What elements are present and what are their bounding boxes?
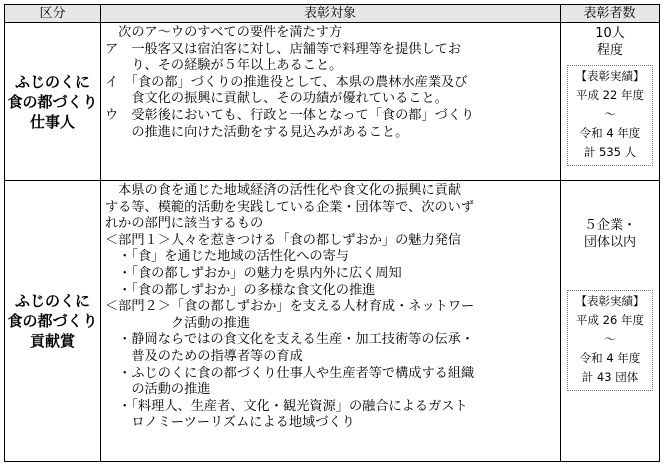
target-cell bbox=[101, 182, 560, 461]
record-line: 計 535 人 bbox=[583, 145, 637, 159]
target-line: ・ふじのくに食の都づくり仕事人や生産者等で構成する組織 bbox=[105, 365, 475, 381]
target-line: ・「食の都しずおか」の多様な食文化の推進 bbox=[105, 282, 376, 298]
target-line: ・「食の都しずおか」の魅力を県内外に広く周知 bbox=[105, 265, 402, 281]
target-line: ・静岡ならではの食文化を支える生産・加工技術等の伝承・ bbox=[105, 332, 475, 348]
row-divider bbox=[5, 22, 659, 23]
category-line: ふじのくに bbox=[14, 72, 90, 91]
row-divider bbox=[5, 180, 659, 181]
record-line: 令和 4 年度 bbox=[579, 351, 641, 365]
target-line: ・「食」を通じた地域の活性化への寄与 bbox=[105, 249, 349, 265]
target-line: する等、模範的活動を実践している企業・団体等で、次のいず bbox=[105, 199, 474, 215]
record-line: ～ bbox=[604, 332, 616, 346]
target-line: の活動の推進 bbox=[105, 382, 211, 398]
award-table bbox=[4, 4, 660, 462]
target-line: 普及のための指導者等の育成 bbox=[105, 348, 303, 364]
target-line: れかの部門に該当するもの bbox=[105, 216, 264, 232]
record-line: 計 43 団体 bbox=[581, 370, 639, 384]
count-line: 団体以内 bbox=[583, 235, 636, 250]
target-cell bbox=[101, 24, 560, 180]
header-count: 表彰者数 bbox=[560, 5, 659, 22]
target-line: イ 「食の都」づくりの推進役として、本県の農林水産業及び bbox=[105, 74, 468, 90]
category-line: 食の都づくり bbox=[7, 312, 98, 330]
target-line: ロノミーツーリズムによる地域づくり bbox=[105, 415, 355, 431]
target-line: ク活動の推進 bbox=[105, 315, 251, 331]
target-line: り、その経験が５年以上あること。 bbox=[105, 58, 343, 74]
record-line: 平成 26 年度 bbox=[576, 313, 644, 327]
category-line: 仕事人 bbox=[29, 112, 75, 131]
target-line: ウ 受彰後においても、行政と一体となって「食の都」づくり bbox=[105, 107, 475, 123]
count-cell bbox=[561, 25, 659, 65]
category-line: 貢献賞 bbox=[29, 332, 75, 350]
category-cell bbox=[5, 23, 100, 180]
target-line: 本県の食を通じた地域経済の活性化や食文化の振興に貢献 bbox=[105, 183, 462, 198]
target-line: 食文化の振興に貢献し、その功績が優れていること。 bbox=[105, 91, 448, 107]
count-line: 10人 bbox=[595, 26, 625, 41]
target-line: ・「料理人、生産者、文化・観光資源」の融合によるガスト bbox=[105, 398, 468, 414]
record-line: ～ bbox=[604, 107, 616, 121]
target-line: の推進に向けた活動をする見込みがあること。 bbox=[105, 124, 409, 140]
target-line: ＜部門２＞「食の都しずおか」を支える人材育成・ネットワー bbox=[105, 299, 475, 315]
record-box bbox=[567, 65, 653, 166]
record-title: 【表彰実績】 bbox=[575, 69, 645, 83]
record-title: 【表彰実績】 bbox=[575, 294, 645, 308]
target-line: 次のア～ウのすべての要件を満たす方 bbox=[105, 25, 343, 40]
target-line: ア 一般客又は宿泊客に対し、店舗等で料理等を提供してお bbox=[105, 41, 462, 57]
target-line: ＜部門１＞人々を惹きつける「食の都しずおか」の魅力発信 bbox=[105, 232, 462, 248]
category-line: ふじのくに bbox=[14, 292, 90, 310]
category-line: 食の都づくり bbox=[7, 92, 98, 111]
record-line: 平成 22 年度 bbox=[576, 88, 644, 102]
record-box bbox=[567, 290, 653, 391]
count-line: 程度 bbox=[596, 43, 623, 58]
count-cell bbox=[561, 217, 659, 257]
record-line: 令和 4 年度 bbox=[579, 126, 641, 140]
header-target: 表彰対象 bbox=[100, 5, 560, 22]
category-cell bbox=[5, 181, 100, 461]
header-category: 区分 bbox=[5, 5, 100, 22]
count-line: ５企業・ bbox=[583, 218, 636, 233]
